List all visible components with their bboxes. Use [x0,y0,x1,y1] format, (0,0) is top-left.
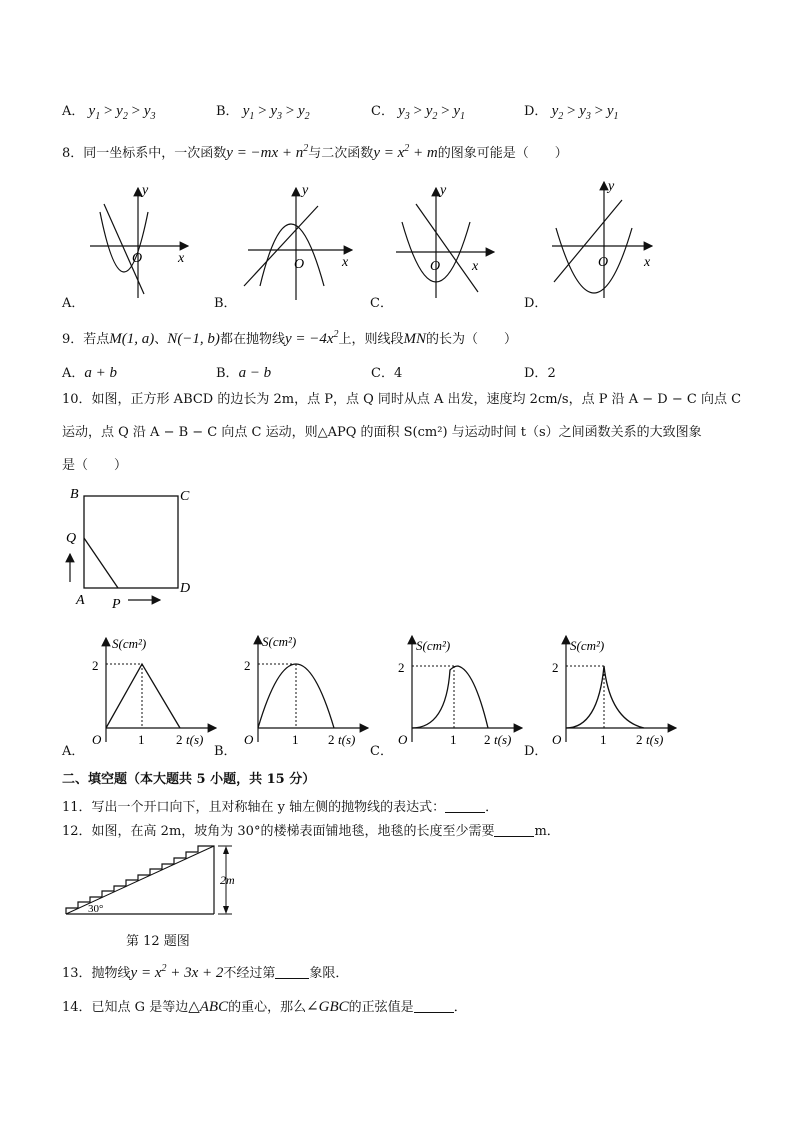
q10-line-2: 运动，点 Q 沿 A − B − C 向点 C 运动，则△APQ 的面积 S(cm²) 与运动时间 t（s）之间函数关系的大致图象 [62,425,702,440]
q7-option-d[interactable]: D． $y_2 > y_3 > y_1$ [524,103,619,122]
q9-option-d[interactable]: D．2 [524,366,556,381]
q10-line-1: 10．如图，正方形 ABCD 的边长为 2m，点 P，点 Q 同时从点 A 出发，速度均 2cm/s，点 P 沿 A − D − C 向点 C [62,392,742,407]
q9-option-b[interactable]: B．a − b [216,365,272,381]
tick-x2: 2 [484,732,491,747]
q8-stem: 8．同一坐标系中，一次函数$y = -mx + n^2$与二次函数$y = x^2 + m$的图象可能是（ ） [62,143,568,161]
line [554,200,622,282]
tick-2: 2 [244,658,251,673]
tick-x2: 2 [328,732,335,747]
q10-label-c: C． [370,744,393,759]
origin-label: O [598,255,609,270]
label-q: Q [66,531,77,546]
q14-stem: 14．已知点 G 是等边△ABC的重心，那么∠GBC的正弦值是 ． [62,999,467,1015]
origin: O [552,732,562,747]
y-label: S(cm²) [112,636,147,651]
axis-x-label: x [644,255,651,270]
origin-label: O [430,259,441,274]
q12-caption: 第 12 题图 [126,934,190,949]
y-label: S(cm²) [416,638,451,653]
q8-graph-a[interactable] [86,182,196,300]
axis-x-label: x [342,255,349,270]
q10-graph-b[interactable] [240,630,376,750]
tick-1: 1 [138,732,145,747]
q11-stem: 11．写出一个开口向下，且对称轴在 y 轴左侧的抛物线的表达式： ． [62,800,499,815]
axis-x-label: x [472,259,479,274]
x-label: t(s) [494,732,512,747]
tick-2: 2 [552,660,559,675]
q8-graph-d[interactable] [548,178,658,300]
curve [412,666,488,728]
q10-label-b: B． [214,744,237,759]
q7-option-a[interactable]: A． $y_1 > y_2 > y_3$ [62,103,156,122]
label-c: C [180,489,190,504]
curve [566,666,644,728]
line [416,204,478,292]
y-label: S(cm²) [570,638,605,653]
q8-label-b: B． [214,296,237,311]
q9-option-a[interactable]: A．a + b [62,365,118,381]
label-b: B [70,487,79,502]
q12-stem: 12．如图，在高 2m，坡角为 30°的楼梯表面铺地毯，地毯的长度至少需要 m． [62,824,560,839]
q8-label-d: D． [524,296,548,311]
q9-stem: 9．若点M(1, a)、N(−1, b)都在抛物线$y = -4x^2$上，则线段MN的长为（ ） [62,329,518,347]
label-d: D [180,581,191,596]
q11-answer-blank[interactable] [445,800,485,813]
tick-x2: 2 [176,732,183,747]
x-label: t(s) [338,732,356,747]
tick-1: 1 [600,732,607,747]
axis-y-label: y [302,183,309,198]
origin-label: O [294,257,305,272]
tick-1: 1 [450,732,457,747]
y-label: S(cm²) [262,634,297,649]
q10-graph-a[interactable] [88,632,224,750]
q10-graph-d[interactable] [548,630,684,750]
q8-label-a: A． [62,296,85,311]
q10-graph-c[interactable] [394,630,530,750]
q10-line-3: 是（ ） [62,458,128,473]
section-2-title: 二、填空题（本大题共 5 小题，共 15 分） [62,772,316,787]
parabola [556,228,632,293]
q12-stairs-figure [62,840,248,918]
origin-label: O [132,251,143,266]
q7-option-b[interactable]: B． $y_1 > y_3 > y_2$ [216,103,310,122]
q8-label-c: C． [370,296,393,311]
q8-graph-b[interactable] [238,182,358,302]
axis-y-label: y [608,179,615,194]
tick-x2: 2 [636,732,643,747]
tick-2: 2 [398,660,405,675]
x-label: t(s) [646,732,664,747]
q13-stem: 13．抛物线$y = x^2 + 3x + 2$不经过第 象限． [62,963,349,981]
angle-label: 30° [88,903,104,915]
tick-2: 2 [92,658,99,673]
q10-label-d: D． [524,744,548,759]
line [244,206,318,286]
height-label: 2m [220,873,235,887]
q7-option-c[interactable]: C． $y_3 > y_2 > y_1$ [371,103,466,122]
q12-answer-blank[interactable] [494,824,534,837]
x-label: t(s) [186,732,204,747]
origin: O [398,732,408,747]
axis-y-label: y [142,183,149,198]
curve [106,664,180,728]
axis-x-label: x [178,251,185,266]
origin: O [92,732,102,747]
q13-answer-blank[interactable] [275,966,309,979]
q10-square-figure [60,482,200,614]
q10-label-a: A． [62,744,85,759]
origin: O [244,732,254,747]
label-a: A [76,593,85,608]
segment-pq [84,538,118,588]
q8-graph-c[interactable] [392,182,502,300]
q14-answer-blank[interactable] [414,1000,454,1013]
q9-option-c[interactable]: C．4 [371,366,403,381]
square-abcd [84,496,178,588]
label-p: P [112,597,121,612]
axis-y-label: y [440,183,447,198]
tick-1: 1 [292,732,299,747]
